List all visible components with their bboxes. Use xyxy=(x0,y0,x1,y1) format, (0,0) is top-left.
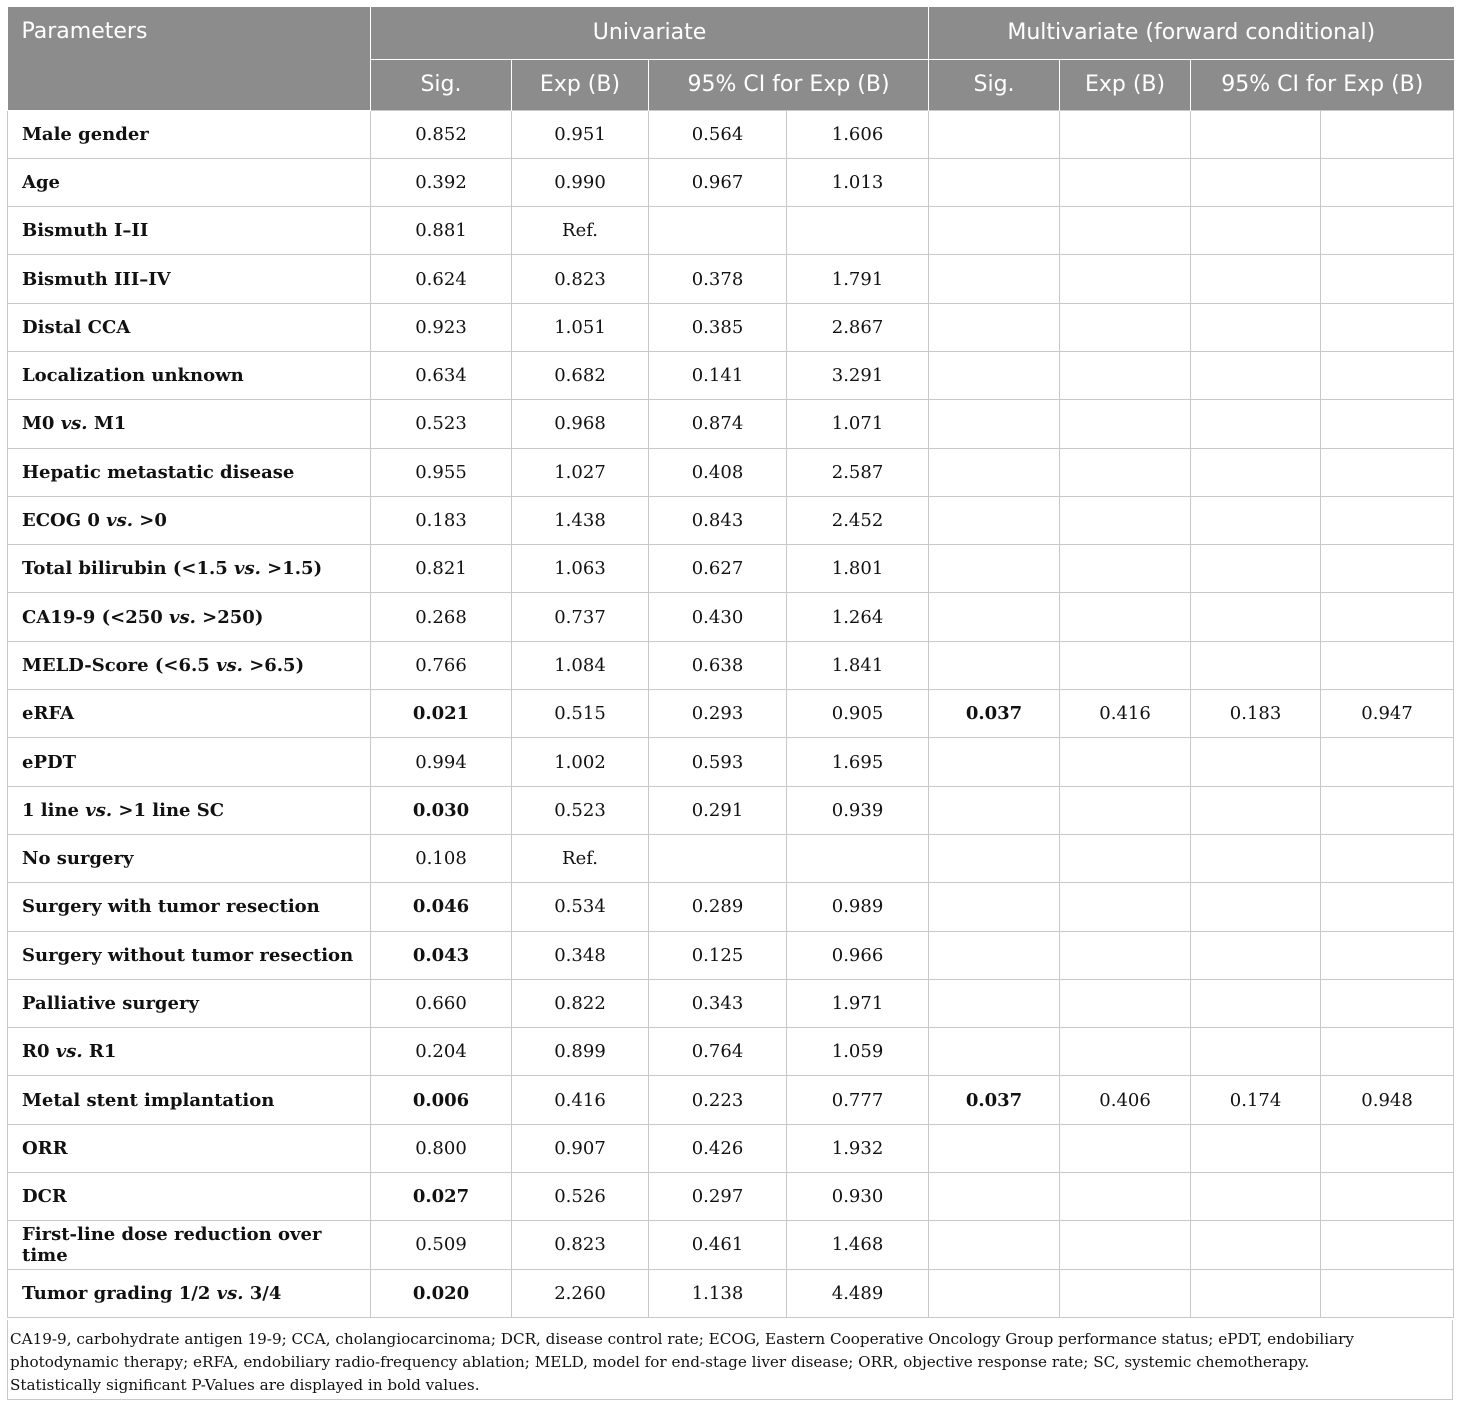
cell-u-hi: 1.606 xyxy=(787,110,929,158)
cell-u-exp: 0.990 xyxy=(512,158,649,206)
cell-u-exp: 1.027 xyxy=(512,448,649,496)
cell-u-sig: 0.043 xyxy=(371,931,512,979)
cell-u-lo: 0.385 xyxy=(649,303,787,351)
cell-u-lo: 0.141 xyxy=(649,351,787,399)
cell-m-sig xyxy=(929,1173,1060,1221)
cell-m-exp xyxy=(1060,110,1191,158)
cell-m-exp xyxy=(1060,448,1191,496)
cell-m-sig xyxy=(929,883,1060,931)
cell-m-lo xyxy=(1191,593,1321,641)
cell-m-sig xyxy=(929,738,1060,786)
cell-u-hi: 1.264 xyxy=(787,593,929,641)
cell-m-hi xyxy=(1321,303,1454,351)
cell-m-exp xyxy=(1060,1124,1191,1172)
table-row xyxy=(8,690,1454,738)
header-univariate: Univariate xyxy=(371,7,929,59)
cell-u-lo: 0.874 xyxy=(649,400,787,448)
cell-m-hi xyxy=(1321,883,1454,931)
cell-m-sig: 0.037 xyxy=(929,1076,1060,1124)
cell-m-hi: 0.948 xyxy=(1321,1076,1454,1124)
cell-m-hi xyxy=(1321,351,1454,399)
cell-u-hi: 0.989 xyxy=(787,883,929,931)
cell-u-exp: Ref. xyxy=(512,207,649,255)
cell-u-exp: 0.416 xyxy=(512,1076,649,1124)
row-label: Bismuth I–II xyxy=(8,207,371,255)
row-label: Bismuth III–IV xyxy=(8,255,371,303)
cell-u-sig: 0.923 xyxy=(371,303,512,351)
table-row xyxy=(8,1124,1454,1172)
table-row xyxy=(8,834,1454,882)
cell-u-hi: 1.059 xyxy=(787,1028,929,1076)
row-label: Palliative surgery xyxy=(8,979,371,1027)
cell-u-lo: 0.297 xyxy=(649,1173,787,1221)
cell-m-hi xyxy=(1321,400,1454,448)
cell-m-lo xyxy=(1191,1124,1321,1172)
cell-u-exp: 0.682 xyxy=(512,351,649,399)
row-label: ePDT xyxy=(8,738,371,786)
cell-u-lo: 0.764 xyxy=(649,1028,787,1076)
cell-u-hi: 0.966 xyxy=(787,931,929,979)
cell-m-lo xyxy=(1191,255,1321,303)
table-row xyxy=(8,496,1454,544)
cell-m-lo xyxy=(1191,979,1321,1027)
cell-u-exp: 0.823 xyxy=(512,255,649,303)
header-univariate-expb: Exp (B) xyxy=(512,59,649,110)
cell-m-lo xyxy=(1191,786,1321,834)
cell-m-lo xyxy=(1191,641,1321,689)
header-parameters: Parameters xyxy=(8,7,371,110)
cell-u-lo: 0.408 xyxy=(649,448,787,496)
cell-m-hi xyxy=(1321,255,1454,303)
cell-u-lo: 0.461 xyxy=(649,1221,787,1269)
row-label: Male gender xyxy=(8,110,371,158)
cell-m-sig xyxy=(929,786,1060,834)
cell-m-exp xyxy=(1060,1028,1191,1076)
cell-m-exp xyxy=(1060,883,1191,931)
regression-table xyxy=(7,7,1454,1318)
cell-u-sig: 0.766 xyxy=(371,641,512,689)
cell-u-exp: 0.515 xyxy=(512,690,649,738)
table-row xyxy=(8,1076,1454,1124)
cell-u-sig: 0.021 xyxy=(371,690,512,738)
cell-m-hi xyxy=(1321,641,1454,689)
cell-u-sig: 0.852 xyxy=(371,110,512,158)
table-row xyxy=(8,400,1454,448)
table-row xyxy=(8,255,1454,303)
cell-m-exp xyxy=(1060,593,1191,641)
table-row xyxy=(8,883,1454,931)
cell-u-exp: 0.737 xyxy=(512,593,649,641)
cell-u-sig: 0.523 xyxy=(371,400,512,448)
cell-m-sig xyxy=(929,158,1060,206)
header-multivariate-ci: 95% CI for Exp (B) xyxy=(1191,59,1454,110)
cell-u-exp: 1.438 xyxy=(512,496,649,544)
table-row xyxy=(8,448,1454,496)
cell-u-sig: 0.108 xyxy=(371,834,512,882)
cell-u-exp: 1.002 xyxy=(512,738,649,786)
cell-u-hi: 1.695 xyxy=(787,738,929,786)
cell-m-lo xyxy=(1191,1173,1321,1221)
cell-m-sig xyxy=(929,1124,1060,1172)
table-body xyxy=(8,110,1454,1317)
row-label: MELD-Score (<6.5 vs. >6.5) xyxy=(8,641,371,689)
cell-u-exp: 0.526 xyxy=(512,1173,649,1221)
cell-u-sig: 0.020 xyxy=(371,1269,512,1317)
cell-m-exp xyxy=(1060,786,1191,834)
row-label: Tumor grading 1/2 vs. 3/4 xyxy=(8,1269,371,1317)
header-univariate-sig: Sig. xyxy=(371,59,512,110)
cell-u-hi: 1.791 xyxy=(787,255,929,303)
cell-m-hi xyxy=(1321,931,1454,979)
cell-m-hi xyxy=(1321,496,1454,544)
cell-m-hi xyxy=(1321,834,1454,882)
table-row xyxy=(8,1173,1454,1221)
cell-u-hi: 3.291 xyxy=(787,351,929,399)
row-label: Hepatic metastatic disease xyxy=(8,448,371,496)
cell-m-sig xyxy=(929,641,1060,689)
cell-m-sig: 0.037 xyxy=(929,690,1060,738)
row-label: Distal CCA xyxy=(8,303,371,351)
cell-u-exp: 2.260 xyxy=(512,1269,649,1317)
table-row xyxy=(8,158,1454,206)
cell-u-lo: 0.967 xyxy=(649,158,787,206)
cell-u-exp: 0.968 xyxy=(512,400,649,448)
table-row xyxy=(8,110,1454,158)
cell-u-hi: 2.587 xyxy=(787,448,929,496)
row-label: R0 vs. R1 xyxy=(8,1028,371,1076)
row-label: eRFA xyxy=(8,690,371,738)
cell-u-hi: 1.071 xyxy=(787,400,929,448)
cell-m-exp: 0.416 xyxy=(1060,690,1191,738)
cell-u-sig: 0.027 xyxy=(371,1173,512,1221)
cell-m-hi xyxy=(1321,738,1454,786)
cell-u-exp: 0.951 xyxy=(512,110,649,158)
cell-m-exp xyxy=(1060,1173,1191,1221)
cell-m-lo xyxy=(1191,400,1321,448)
cell-m-sig xyxy=(929,400,1060,448)
cell-u-hi: 0.777 xyxy=(787,1076,929,1124)
cell-m-sig xyxy=(929,496,1060,544)
row-label: First-line dose reduction over time xyxy=(8,1221,371,1269)
cell-u-sig: 0.204 xyxy=(371,1028,512,1076)
cell-u-hi: 1.468 xyxy=(787,1221,929,1269)
cell-u-sig: 0.660 xyxy=(371,979,512,1027)
cell-u-sig: 0.509 xyxy=(371,1221,512,1269)
row-label: CA19-9 (<250 vs. >250) xyxy=(8,593,371,641)
cell-u-exp: 0.822 xyxy=(512,979,649,1027)
cell-u-sig: 0.392 xyxy=(371,158,512,206)
footnote-abbreviations: CA19-9, carbohydrate antigen 19-9; CCA, cholangiocarcinoma; DCR, disease control rate; ECOG, Eastern Cooperative Oncology Group performance status; ePDT, endobiliary photodynamic therapy; eRFA, endobiliary radio-frequency ablation; MELD, model for end-stage liver disease; ORR, objective response rate; SC, systemic chemotherapy. xyxy=(10,1330,1355,1371)
results-table-container xyxy=(7,7,1453,1318)
cell-m-lo xyxy=(1191,351,1321,399)
cell-u-sig: 0.800 xyxy=(371,1124,512,1172)
header-multivariate-expb: Exp (B) xyxy=(1060,59,1191,110)
cell-m-lo xyxy=(1191,545,1321,593)
cell-m-lo xyxy=(1191,1269,1321,1317)
cell-m-hi xyxy=(1321,1124,1454,1172)
cell-m-hi xyxy=(1321,158,1454,206)
cell-u-lo: 0.289 xyxy=(649,883,787,931)
table-row xyxy=(8,545,1454,593)
cell-m-lo xyxy=(1191,496,1321,544)
cell-m-lo xyxy=(1191,110,1321,158)
cell-u-lo: 0.843 xyxy=(649,496,787,544)
cell-u-lo: 0.378 xyxy=(649,255,787,303)
table-row xyxy=(8,641,1454,689)
cell-m-lo xyxy=(1191,303,1321,351)
cell-m-exp xyxy=(1060,1269,1191,1317)
cell-u-hi: 1.801 xyxy=(787,545,929,593)
table-row xyxy=(8,351,1454,399)
cell-m-hi xyxy=(1321,786,1454,834)
cell-u-lo xyxy=(649,207,787,255)
cell-u-sig: 0.046 xyxy=(371,883,512,931)
table-row xyxy=(8,1221,1454,1269)
cell-m-sig xyxy=(929,1269,1060,1317)
cell-m-hi xyxy=(1321,545,1454,593)
cell-m-lo: 0.183 xyxy=(1191,690,1321,738)
cell-m-hi xyxy=(1321,979,1454,1027)
cell-m-lo xyxy=(1191,448,1321,496)
cell-m-lo xyxy=(1191,834,1321,882)
cell-u-lo: 0.291 xyxy=(649,786,787,834)
cell-u-sig: 0.030 xyxy=(371,786,512,834)
cell-u-exp: 0.823 xyxy=(512,1221,649,1269)
cell-m-sig xyxy=(929,931,1060,979)
cell-m-lo xyxy=(1191,931,1321,979)
table-row xyxy=(8,931,1454,979)
cell-u-lo: 0.293 xyxy=(649,690,787,738)
cell-m-hi xyxy=(1321,593,1454,641)
cell-m-exp xyxy=(1060,255,1191,303)
cell-u-hi: 2.452 xyxy=(787,496,929,544)
row-label: Localization unknown xyxy=(8,351,371,399)
cell-u-lo: 0.627 xyxy=(649,545,787,593)
cell-m-exp xyxy=(1060,1221,1191,1269)
table-row xyxy=(8,303,1454,351)
cell-m-exp: 0.406 xyxy=(1060,1076,1191,1124)
header-multivariate-sig: Sig. xyxy=(929,59,1060,110)
cell-u-sig: 0.624 xyxy=(371,255,512,303)
cell-m-sig xyxy=(929,979,1060,1027)
cell-m-hi: 0.947 xyxy=(1321,690,1454,738)
cell-m-exp xyxy=(1060,545,1191,593)
cell-u-sig: 0.994 xyxy=(371,738,512,786)
cell-m-exp xyxy=(1060,303,1191,351)
cell-u-exp: 1.063 xyxy=(512,545,649,593)
table-row xyxy=(8,207,1454,255)
cell-m-exp xyxy=(1060,931,1191,979)
row-label: 1 line vs. >1 line SC xyxy=(8,786,371,834)
cell-u-exp: 1.084 xyxy=(512,641,649,689)
cell-u-lo xyxy=(649,834,787,882)
cell-m-sig xyxy=(929,448,1060,496)
table-row xyxy=(8,979,1454,1027)
cell-m-hi xyxy=(1321,1028,1454,1076)
cell-m-sig xyxy=(929,207,1060,255)
row-label: ECOG 0 vs. >0 xyxy=(8,496,371,544)
table-row xyxy=(8,738,1454,786)
cell-m-lo xyxy=(1191,1221,1321,1269)
cell-m-sig xyxy=(929,303,1060,351)
cell-u-hi: 1.841 xyxy=(787,641,929,689)
table-footnote xyxy=(7,1320,1453,1400)
cell-u-exp: 0.534 xyxy=(512,883,649,931)
cell-m-exp xyxy=(1060,834,1191,882)
cell-m-sig xyxy=(929,351,1060,399)
row-label: ORR xyxy=(8,1124,371,1172)
footnote-significance: Statistically significant P-Values are displayed in bold values. xyxy=(10,1376,480,1394)
cell-m-hi xyxy=(1321,1221,1454,1269)
cell-u-hi: 0.939 xyxy=(787,786,929,834)
cell-m-sig xyxy=(929,110,1060,158)
cell-m-lo xyxy=(1191,1028,1321,1076)
row-label: DCR xyxy=(8,1173,371,1221)
cell-u-lo: 1.138 xyxy=(649,1269,787,1317)
cell-m-lo: 0.174 xyxy=(1191,1076,1321,1124)
cell-u-sig: 0.634 xyxy=(371,351,512,399)
cell-u-hi: 4.489 xyxy=(787,1269,929,1317)
cell-m-sig xyxy=(929,545,1060,593)
cell-u-lo: 0.125 xyxy=(649,931,787,979)
row-label: M0 vs. M1 xyxy=(8,400,371,448)
row-label: Metal stent implantation xyxy=(8,1076,371,1124)
row-label: Total bilirubin (<1.5 vs. >1.5) xyxy=(8,545,371,593)
cell-m-exp xyxy=(1060,641,1191,689)
cell-u-hi: 1.932 xyxy=(787,1124,929,1172)
cell-m-exp xyxy=(1060,158,1191,206)
cell-u-lo: 0.430 xyxy=(649,593,787,641)
cell-u-sig: 0.955 xyxy=(371,448,512,496)
cell-u-hi: 1.971 xyxy=(787,979,929,1027)
row-label: Age xyxy=(8,158,371,206)
cell-m-sig xyxy=(929,593,1060,641)
header-univariate-ci: 95% CI for Exp (B) xyxy=(649,59,929,110)
cell-u-hi xyxy=(787,834,929,882)
cell-u-sig: 0.183 xyxy=(371,496,512,544)
row-label: No surgery xyxy=(8,834,371,882)
cell-m-hi xyxy=(1321,448,1454,496)
cell-u-lo: 0.426 xyxy=(649,1124,787,1172)
cell-u-lo: 0.343 xyxy=(649,979,787,1027)
cell-u-sig: 0.006 xyxy=(371,1076,512,1124)
cell-u-exp: 0.348 xyxy=(512,931,649,979)
cell-u-lo: 0.564 xyxy=(649,110,787,158)
cell-u-hi: 0.930 xyxy=(787,1173,929,1221)
cell-u-exp: 0.523 xyxy=(512,786,649,834)
cell-m-exp xyxy=(1060,207,1191,255)
cell-u-lo: 0.593 xyxy=(649,738,787,786)
cell-m-exp xyxy=(1060,496,1191,544)
cell-m-hi xyxy=(1321,207,1454,255)
row-label: Surgery with tumor resection xyxy=(8,883,371,931)
table-row xyxy=(8,593,1454,641)
cell-m-sig xyxy=(929,834,1060,882)
cell-u-hi: 0.905 xyxy=(787,690,929,738)
cell-m-lo xyxy=(1191,738,1321,786)
cell-u-hi xyxy=(787,207,929,255)
cell-m-exp xyxy=(1060,979,1191,1027)
cell-m-sig xyxy=(929,1221,1060,1269)
cell-u-hi: 1.013 xyxy=(787,158,929,206)
cell-u-exp: 0.907 xyxy=(512,1124,649,1172)
cell-u-sig: 0.268 xyxy=(371,593,512,641)
table-row xyxy=(8,1269,1454,1317)
cell-m-hi xyxy=(1321,1173,1454,1221)
cell-u-sig: 0.821 xyxy=(371,545,512,593)
cell-m-sig xyxy=(929,1028,1060,1076)
cell-m-lo xyxy=(1191,883,1321,931)
cell-m-exp xyxy=(1060,351,1191,399)
cell-m-lo xyxy=(1191,158,1321,206)
row-label: Surgery without tumor resection xyxy=(8,931,371,979)
cell-m-exp xyxy=(1060,400,1191,448)
cell-u-exp: 1.051 xyxy=(512,303,649,351)
cell-u-exp: Ref. xyxy=(512,834,649,882)
cell-m-lo xyxy=(1191,207,1321,255)
cell-m-hi xyxy=(1321,110,1454,158)
cell-u-hi: 2.867 xyxy=(787,303,929,351)
table-row xyxy=(8,786,1454,834)
cell-u-sig: 0.881 xyxy=(371,207,512,255)
cell-m-hi xyxy=(1321,1269,1454,1317)
header-multivariate: Multivariate (forward conditional) xyxy=(929,7,1454,59)
cell-u-lo: 0.223 xyxy=(649,1076,787,1124)
cell-u-exp: 0.899 xyxy=(512,1028,649,1076)
cell-m-exp xyxy=(1060,738,1191,786)
table-row xyxy=(8,1028,1454,1076)
cell-m-sig xyxy=(929,255,1060,303)
cell-u-lo: 0.638 xyxy=(649,641,787,689)
